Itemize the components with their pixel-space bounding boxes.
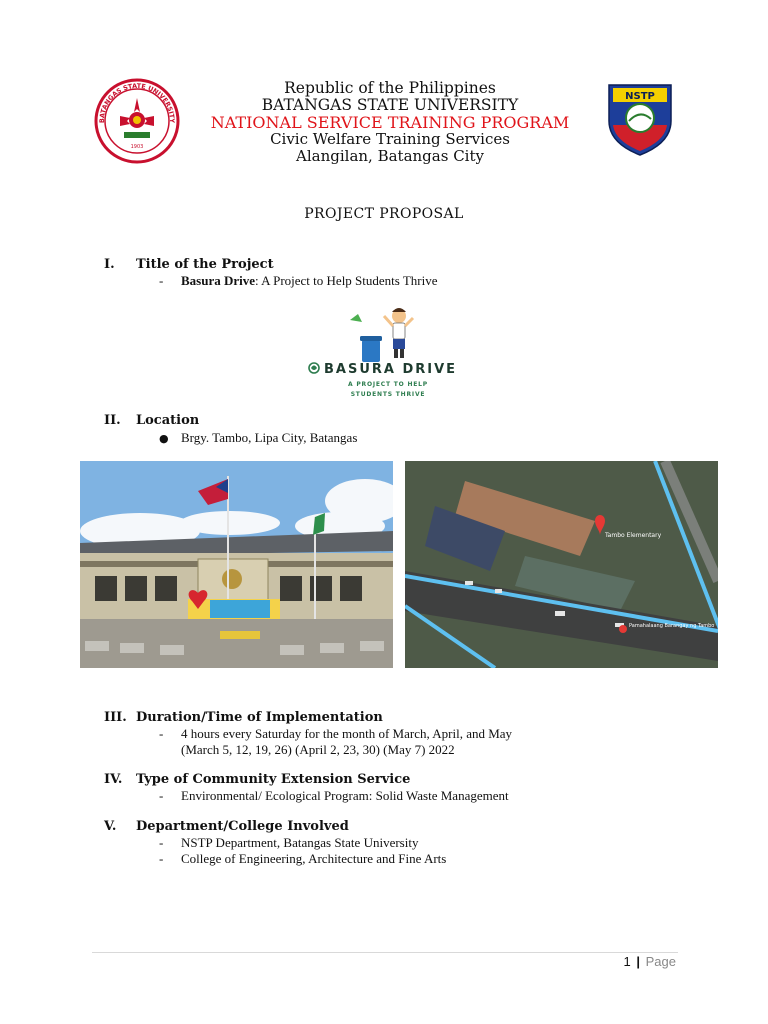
section-title: Location [136,413,200,428]
section-heading-type [104,772,410,787]
satellite-map [405,461,718,668]
list-item: - NSTP Department, Batangas State University [159,835,419,850]
banner-tagline-2: STUDENTS THRIVE [350,391,426,398]
section-title: Title of the Project [136,257,274,272]
svg-text:1903: 1903 [130,144,144,150]
map-pin-icon [619,625,627,633]
section-number: IV. [104,772,123,787]
svg-text:Pamahalaang Barangay ng Tambo: Pamahalaang Barangay ng Tambo [629,623,715,629]
section-title: Type of Community Extension Service [136,772,411,787]
svg-text:NSTP: NSTP [625,91,655,102]
banner-title: BASURA DRIVE [324,362,458,377]
document-title: PROJECT PROPOSAL [304,206,464,222]
section-title: Duration/Time of Implementation [136,710,383,725]
section-title: Department/College Involved [136,819,349,834]
svg-text:BATANGAS STATE UNIVERSITY: BATANGAS STATE UNIVERSITY [97,81,177,124]
letterhead-program: NATIONAL SERVICE TRAINING PROGRAM [210,113,570,132]
letterhead-university: BATANGAS STATE UNIVERSITY [261,96,519,114]
section-heading-department [104,819,349,834]
letterhead-address: Alangilan, Batangas City [296,147,484,165]
page-footer: 1 | Page [623,954,676,969]
banner-tagline-1: A PROJECT TO HELP [348,381,428,388]
letterhead [180,80,600,165]
section-heading-title [104,257,274,272]
page-number: 1 [623,954,631,969]
basura-drive-banner [300,302,470,402]
list-item: - Basura Drive: A Project to Help Students Thrive [159,273,438,288]
list-item: - 4 hours every Saturday for the month of March, April, and May [159,726,513,741]
section-number: V. [104,819,117,834]
page-label: Page [645,954,676,969]
school-photo [80,461,393,668]
section-number: III. [104,710,127,725]
section-heading-location [104,413,199,428]
list-item: - Environmental/ Ecological Program: Solid Waste Management [159,788,509,803]
section-heading-duration [104,710,383,725]
letterhead-country: Republic of the Philippines [284,79,496,97]
nstp-logo [605,81,675,157]
list-item: - College of Engineering, Architecture and Fine Arts [159,851,447,866]
letterhead-service: Civic Welfare Training Services [270,130,510,148]
batangas-state-university-seal [94,78,180,164]
section-number: I. [104,257,115,272]
list-item: ● Brgy. Tambo, Lipa City, Batangas [159,430,358,445]
list-item: (March 5, 12, 19, 26) (April 2, 23, 30) (May 7) 2022 [181,742,455,757]
project-name: Basura Drive [181,273,256,288]
section-number: II. [104,413,121,428]
footer-divider [92,952,678,953]
svg-text:Tambo Elementary: Tambo Elementary [605,532,662,539]
